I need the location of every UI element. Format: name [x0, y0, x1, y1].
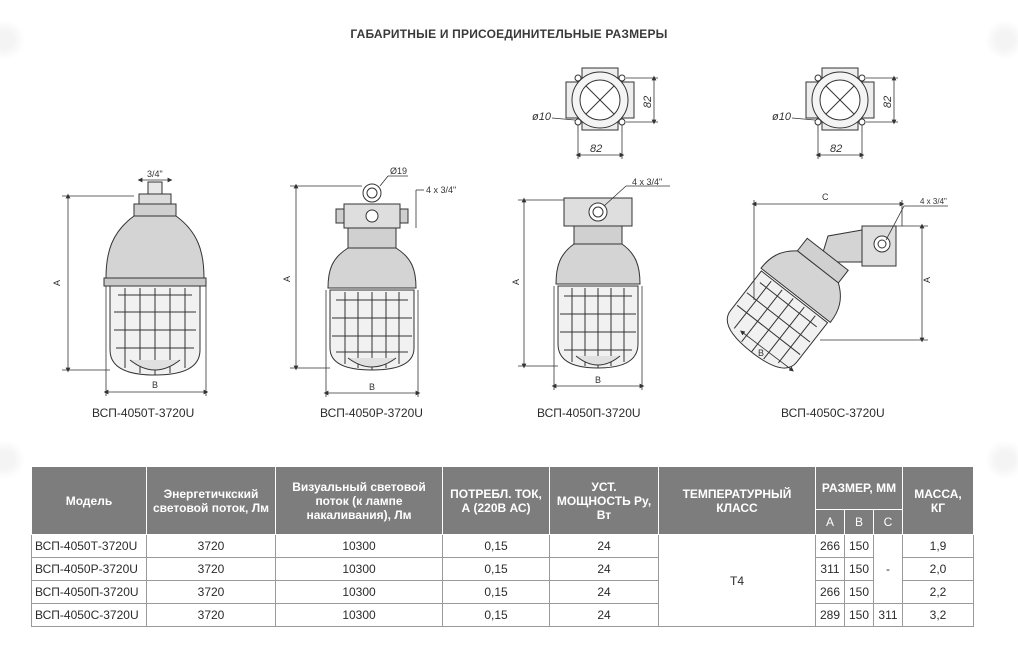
dim-b-label-c: B: [758, 348, 765, 358]
cell-size-a: 289: [816, 604, 845, 627]
cell-size-c: 311: [874, 604, 903, 627]
background-ornament: [985, 440, 1018, 480]
cell-size-b: 150: [845, 581, 874, 604]
lamp-drawing-c: [717, 226, 896, 379]
table-row: [32, 535, 974, 558]
model-caption-r: ВСП-4050Р-3720U: [320, 406, 423, 420]
page-title: ГАБАРИТНЫЕ И ПРИСОЕДИНИТЕЛЬНЫЕ РАЗМЕРЫ: [350, 27, 668, 41]
header-size-b: B: [845, 510, 874, 535]
dim-b-label-r: B: [369, 382, 376, 392]
spec-table: [31, 466, 974, 627]
cell-mass: 2,0: [903, 558, 974, 581]
header-temp-class: ТЕМПЕРАТУРНЫЙ КЛАСС: [659, 467, 816, 535]
thread-label-p: 4 x 3/4": [632, 177, 663, 187]
table-row: [32, 604, 974, 627]
dim-a-label-t: A: [52, 279, 62, 286]
cell-visual: 10300: [276, 535, 443, 558]
cell-mass: 2,2: [903, 581, 974, 604]
thread-label-t: 3/4": [147, 169, 163, 179]
lamp-drawing-r: [328, 184, 416, 370]
thread-label-r: 4 x 3/4": [426, 185, 457, 195]
header-flux: Энергетичкский световой поток, Лм: [147, 467, 276, 535]
dim-c-label-c: C: [822, 192, 829, 202]
cell-size-b: 150: [845, 535, 874, 558]
cell-temp-class: Т4: [659, 535, 816, 627]
cell-current: 0,15: [443, 581, 550, 604]
cell-size-c-dash: -: [874, 535, 903, 604]
hole-label-r: Ø19: [390, 166, 408, 176]
model-caption-t: ВСП-4050Т-3720U: [92, 406, 195, 420]
cell-model: ВСП-4050Р-3720U: [32, 558, 147, 581]
cell-size-a: 266: [816, 581, 845, 604]
top-hole-label-c: ø10: [772, 111, 791, 123]
cell-power: 24: [550, 604, 659, 627]
cell-size-a: 311: [816, 558, 845, 581]
cell-power: 24: [550, 581, 659, 604]
top-height-label-c: 82: [882, 95, 894, 108]
cell-mass: 1,9: [903, 535, 974, 558]
dim-b-label-t: B: [152, 380, 159, 390]
model-caption-c: ВСП-4050С-3720U: [781, 406, 885, 420]
cell-visual: 10300: [276, 558, 443, 581]
top-hole-label-p: ø10: [532, 111, 551, 123]
dim-a-label-p: A: [511, 278, 521, 285]
top-width-label-c: 82: [830, 143, 843, 155]
dim-a-label-r: A: [282, 275, 292, 282]
model-caption-p: ВСП-4050П-3720U: [537, 406, 641, 420]
cell-current: 0,15: [443, 535, 550, 558]
thread-label-c: 4 x 3/4": [920, 197, 947, 206]
cell-size-a: 266: [816, 535, 845, 558]
top-view-p: [566, 68, 634, 130]
header-size: РАЗМЕР, ММ: [816, 467, 903, 510]
top-height-label-p: 82: [642, 95, 654, 108]
cell-visual: 10300: [276, 581, 443, 604]
cell-flux: 3720: [147, 535, 276, 558]
header-visual-flux: Визуальный световой поток (к лампе накаливания), Лм: [276, 467, 443, 535]
header-mass: МАССА, КГ: [903, 467, 974, 535]
cell-flux: 3720: [147, 604, 276, 627]
header-size-c: C: [874, 510, 903, 535]
top-view-c: [806, 68, 874, 130]
header-current: ПОТРЕБЛ. ТОК, А (220В АС): [443, 467, 550, 535]
top-width-label-p: 82: [590, 143, 603, 155]
cell-visual: 10300: [276, 604, 443, 627]
table-row: [32, 558, 974, 581]
cell-size-b: 150: [845, 604, 874, 627]
lamp-drawing-t: [104, 182, 206, 375]
cell-current: 0,15: [443, 604, 550, 627]
cell-flux: 3720: [147, 581, 276, 604]
background-ornament: [0, 440, 25, 480]
cell-power: 24: [550, 535, 659, 558]
table-row: [32, 581, 974, 604]
cell-power: 24: [550, 558, 659, 581]
header-size-a: A: [816, 510, 845, 535]
cell-model: ВСП-4050Т-3720U: [32, 535, 147, 558]
dim-b-label-p: B: [595, 375, 602, 385]
header-model: Модель: [32, 467, 147, 535]
cell-current: 0,15: [443, 558, 550, 581]
cell-mass: 3,2: [903, 604, 974, 627]
header-power: УСТ. МОЩНОСТЬ Ру, Вт: [550, 467, 659, 535]
cell-size-b: 150: [845, 558, 874, 581]
dim-a-label-c: A: [922, 276, 932, 283]
cell-model: ВСП-4050П-3720U: [32, 581, 147, 604]
cell-flux: 3720: [147, 558, 276, 581]
lamp-drawing-p: [556, 198, 640, 368]
cell-model: ВСП-4050С-3720U: [32, 604, 147, 627]
